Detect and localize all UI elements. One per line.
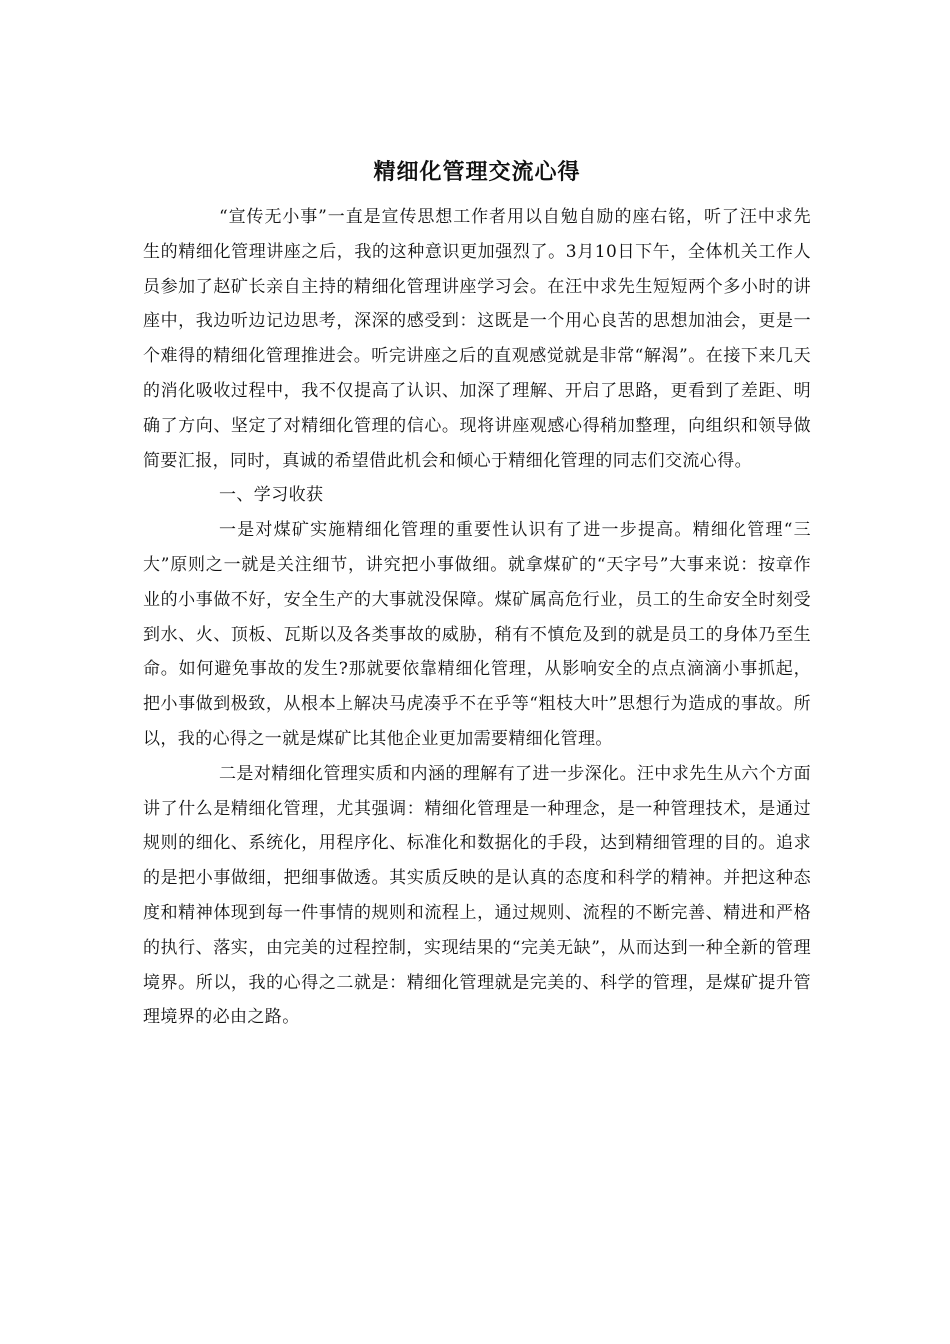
document-body — [143, 152, 811, 1035]
document-title: 精细化管理交流心得 — [373, 159, 581, 185]
intro-paragraph: “宣传无小事”一直是宣传思想工作者用以自勉自励的座右铭，听了汪中求先生的精细化管理讲座之后，我的这种意识更加强烈了。3月10日下午，全体机关工作人员参加了赵矿长亲自主持的精细化管理讲座学习会。在汪中求先生短短两个多小时的讲座中，我边听边记边思考，深深的感受到：这既是一个用心良苦的思想加油会，更是一个难得的精细化管理推进会。听完讲座之后的直观感觉就是非常“解渴”。在接下来几天的消化吸收过程中，我不仅提高了认识、加深了理解、开启了思路，更看到了差距、明确了方向、坚定了对精细化管理的信心。现将讲座观感心得稍加整理，向组织和领导做简要汇报，同时，真诚的希望借此机会和倾心于精细化管理的同志们交流心得。 — [143, 207, 811, 471]
body-paragraph-2: 二是对精细化管理实质和内涵的理解有了进一步深化。汪中求先生从六个方面讲了什么是精细化管理，尤其强调：精细化管理是一种理念，是一种管理技术，是通过规则的细化、系统化，用程序化、标准化和数据化的手段，达到精细管理的目的。追求的是把小事做细，把细事做透。其实质反映的是认真的态度和科学的精神。并把这种态度和精神体现到每一件事情的规则和流程上，通过规则、流程的不断完善、精进和严格的执行、落实，由完美的过程控制，实现结果的“完美无缺”，从而达到一种全新的管理境界。所以，我的心得之二就是：精细化管理就是完美的、科学的管理，是煤矿提升管理境界的必由之路。 — [143, 763, 811, 1028]
body-paragraph-1: 一是对煤矿实施精细化管理的重要性认识有了进一步提高。精细化管理“三大”原则之一就是关注细节，讲究把小事做细。就拿煤矿的“天字号”大事来说：按章作业的小事做不好，安全生产的大事就没保障。煤矿属高危行业，员工的生命安全时刻受到水、火、顶板、瓦斯以及各类事故的威胁，稍有不慎危及到的就是员工的身体乃至生命。如何避免事故的发生?那就要依靠精细化管理，从影响安全的点点滴滴小事抓起，把小事做到极致，从根本上解决马虎凑乎不在乎等“粗枝大叶”思想行为造成的事故。所以，我的心得之一就是煤矿比其他企业更加需要精细化管理。 — [143, 520, 811, 749]
section-heading: 一、学习收获 — [219, 485, 324, 506]
